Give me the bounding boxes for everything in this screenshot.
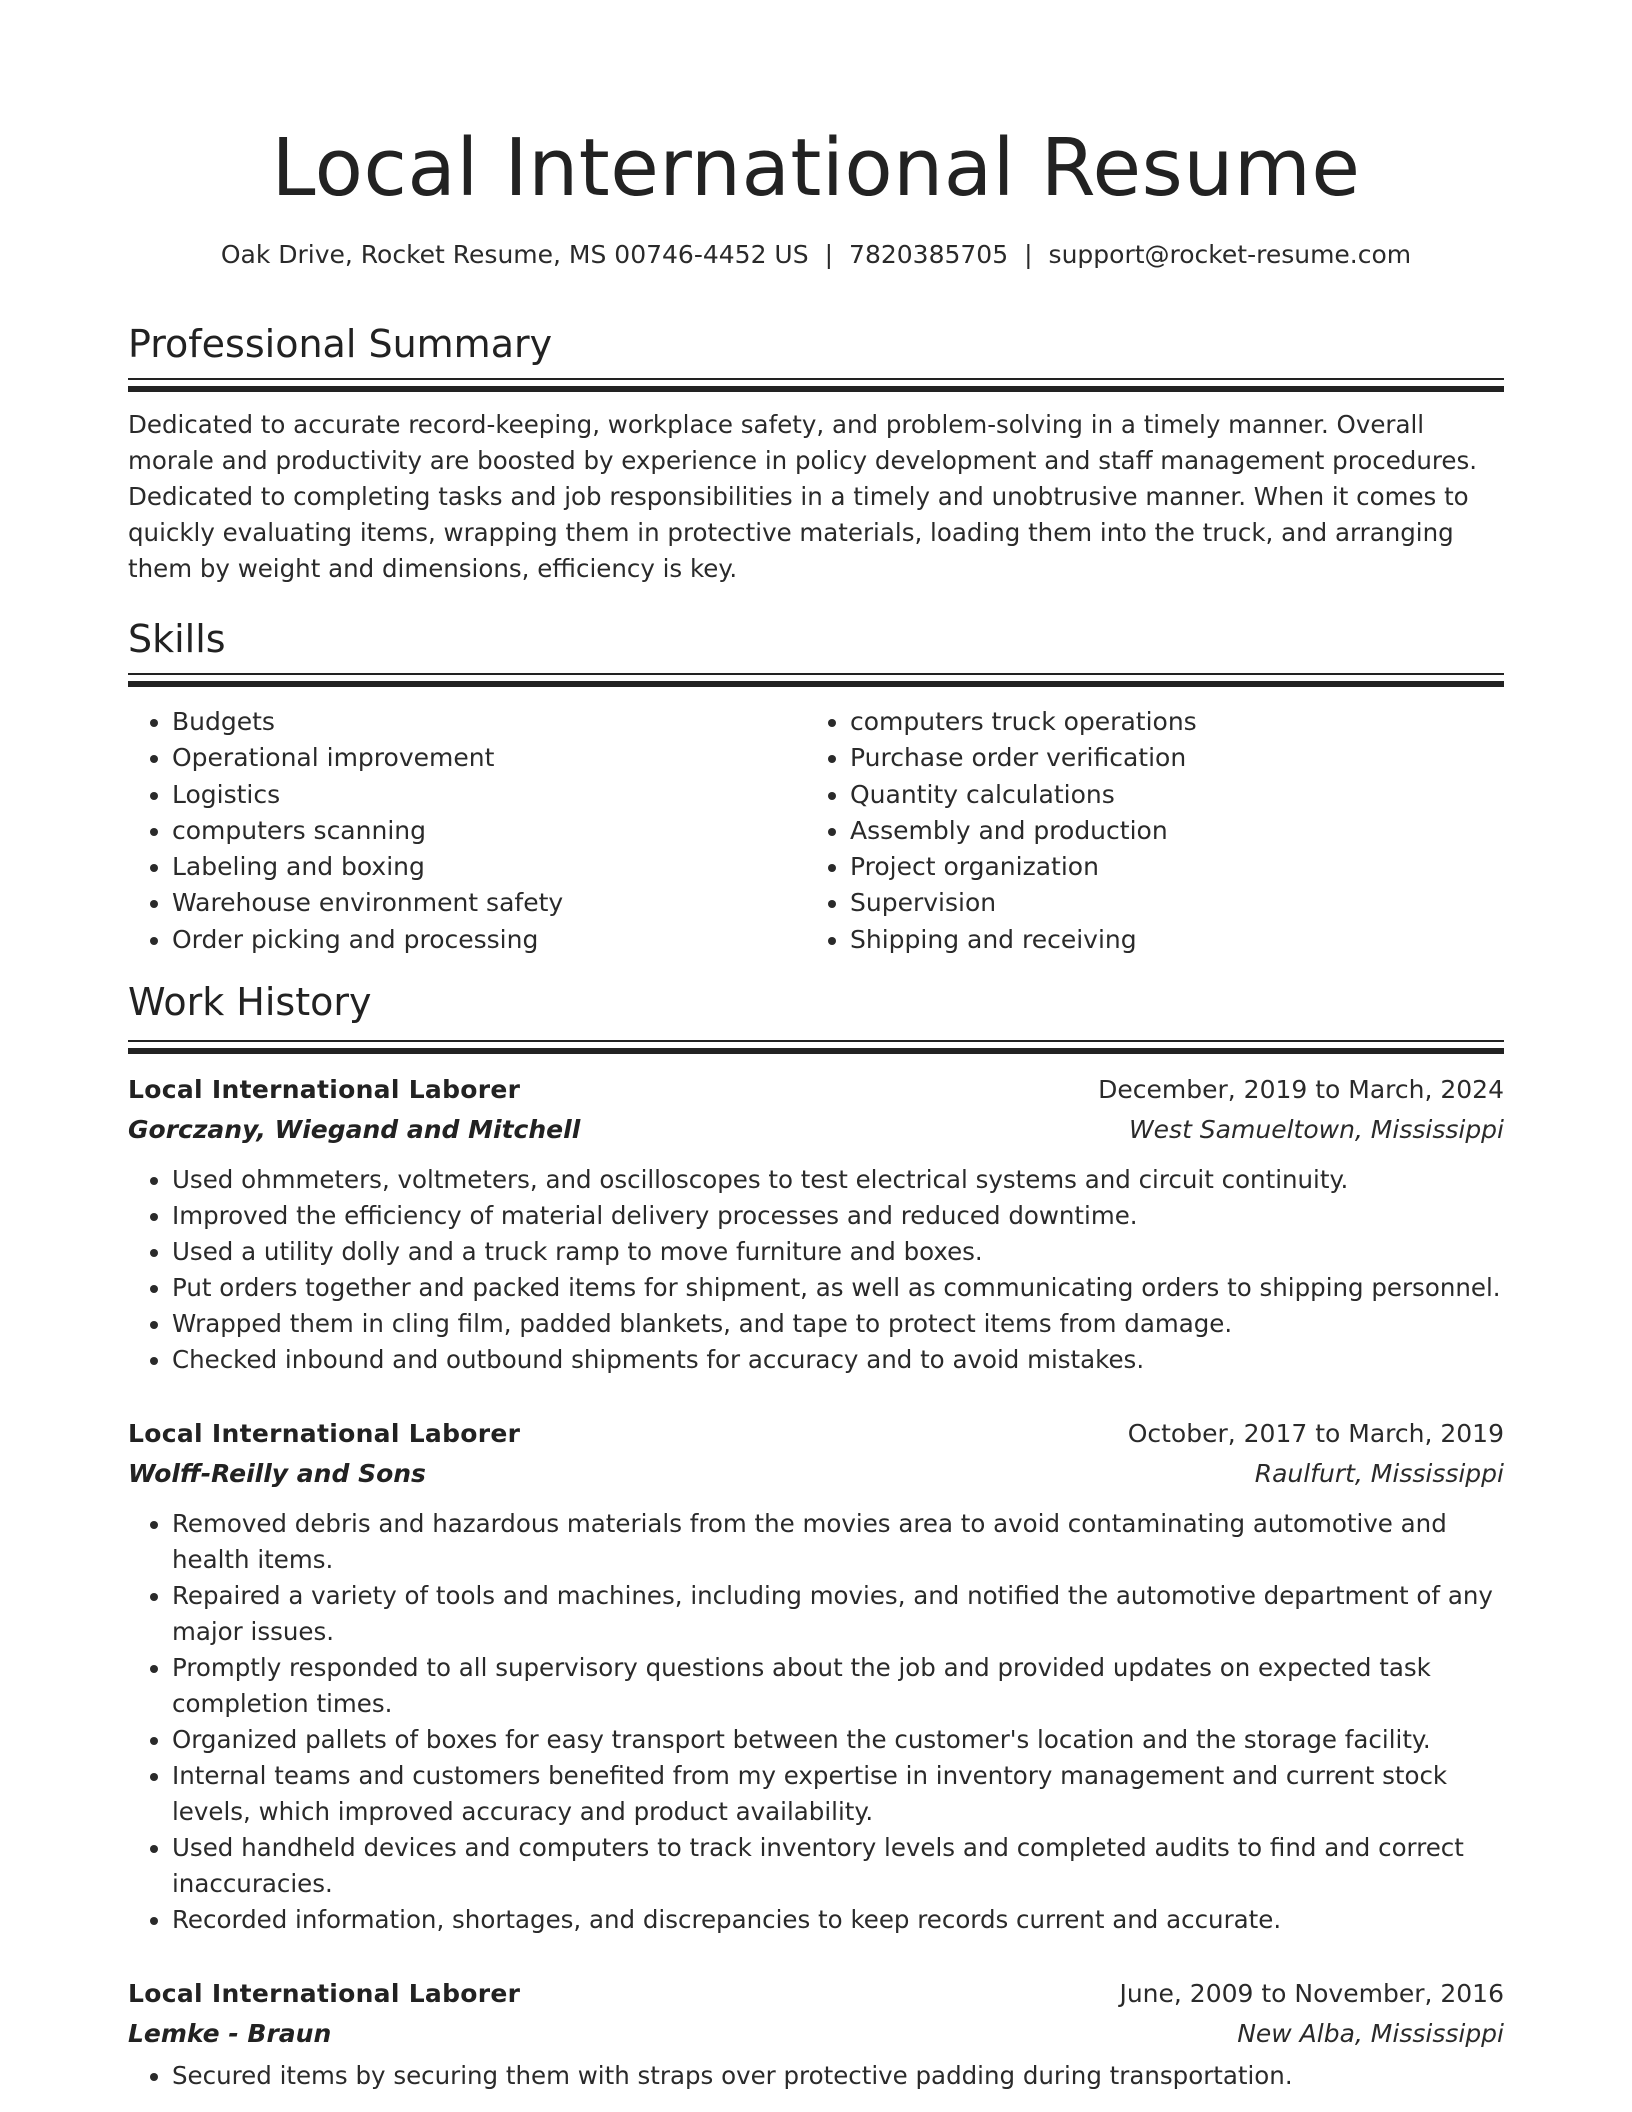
skill-item: • Operational improvement (172, 740, 563, 776)
job-entry (128, 1070, 1504, 1378)
skills-column-left (128, 704, 563, 958)
section-divider (128, 673, 1504, 687)
contact-phone: 7820385705 (849, 240, 1009, 269)
contact-email: support@rocket-resume.com (1048, 240, 1412, 269)
skill-item: • Project organization (850, 849, 1197, 885)
job-bullet: • Used ohmmeters, voltmeters, and oscilloscopes to test electrical systems and circuit continuity. (172, 1162, 1504, 1198)
skills-column-right (806, 704, 1197, 958)
job-dates: December, 2019 to March, 2024 (1098, 1075, 1504, 1104)
job-bullet: • Secured items by securing them with straps over protective padding during transportation. (172, 2058, 1504, 2094)
job-bullet: • Organized pallets of boxes for easy transport between the customer's location and the storage facility. (172, 1722, 1504, 1758)
job-header-row (128, 1070, 1504, 1110)
job-bullet: • Repaired a variety of tools and machines, including movies, and notified the automotive department of any major issues. (172, 1578, 1504, 1650)
summary-text: Dedicated to accurate record-keeping, workplace safety, and problem-solving in a timely manner. Overall morale and productivity are boosted by experience in policy development and staff management procedures. Dedicated to completing tasks and job responsibilities in a timely and unobtrusive manner. When it comes to quickly evaluating items, wrapping them in protective materials, loading them into the truck, and arranging them by weight and dimensions, efficiency is key. (128, 410, 1478, 583)
job-entry (128, 1974, 1504, 2094)
job-header-row (128, 1974, 1504, 2014)
job-entry (128, 1414, 1504, 1938)
job-bullet: • Improved the efficiency of material delivery processes and reduced downtime. (172, 1198, 1504, 1234)
job-title: Local International Laborer (128, 1075, 521, 1104)
skill-item: • Assembly and production (850, 813, 1197, 849)
job-bullets (128, 2058, 1504, 2094)
job-location: New Alba, Mississippi (1237, 2019, 1504, 2048)
job-bullets (128, 1506, 1504, 1938)
job-company-row (128, 2014, 1504, 2054)
skill-item: • Logistics (172, 777, 563, 813)
resume-name: Local International Resume (271, 122, 1361, 214)
contact-address: Oak Drive, Rocket Resume, MS 00746-4452 US (220, 240, 809, 269)
job-dates: June, 2009 to November, 2016 (1119, 1979, 1504, 2008)
job-dates: October, 2017 to March, 2019 (1127, 1419, 1504, 1448)
job-bullet: • Checked inbound and outbound shipments for accuracy and to avoid mistakes. (172, 1342, 1504, 1378)
skill-item: • Shipping and receiving (850, 922, 1197, 958)
job-bullet: • Recorded information, shortages, and discrepancies to keep records current and accurate. (172, 1902, 1504, 1938)
job-bullet: • Removed debris and hazardous materials from the movies area to avoid contaminating automotive and health items. (172, 1506, 1504, 1578)
skill-item: • computers scanning (172, 813, 563, 849)
job-company-row (128, 1454, 1504, 1494)
section-divider (128, 1040, 1504, 1054)
skill-item: • Labeling and boxing (172, 849, 563, 885)
skill-item: • Supervision (850, 885, 1197, 921)
job-bullets (128, 1162, 1504, 1378)
job-title: Local International Laborer (128, 1979, 521, 2008)
contact-line (128, 237, 1504, 273)
skill-item: • Quantity calculations (850, 777, 1197, 813)
section-heading-summary: Professional Summary (128, 322, 553, 366)
skill-item: • Order picking and processing (172, 922, 563, 958)
job-bullet: • Used handheld devices and computers to track inventory levels and completed audits to find and correct inaccuracies. (172, 1830, 1504, 1902)
job-location: West Samueltown, Mississippi (1128, 1115, 1504, 1144)
job-company-row (128, 1110, 1504, 1150)
section-heading-skills: Skills (128, 617, 226, 661)
job-bullet: • Promptly responded to all supervisory questions about the job and provided updates on expected task completion times. (172, 1650, 1504, 1722)
job-title: Local International Laborer (128, 1419, 521, 1448)
job-location: Raulfurt, Mississippi (1254, 1459, 1504, 1488)
job-bullet: • Wrapped them in cling film, padded blankets, and tape to protect items from damage. (172, 1306, 1504, 1342)
section-heading-work-history: Work History (128, 980, 372, 1024)
job-company: Lemke - Braun (128, 2019, 332, 2048)
job-header-row (128, 1414, 1504, 1454)
contact-separator: | (1024, 240, 1033, 269)
job-company: Gorczany, Wiegand and Mitchell (128, 1115, 581, 1144)
job-bullet: • Put orders together and packed items for shipment, as well as communicating orders to shipping personnel. (172, 1270, 1504, 1306)
skill-item: • computers truck operations (850, 704, 1197, 740)
contact-separator: | (824, 240, 834, 269)
job-bullet: • Used a utility dolly and a truck ramp to move furniture and boxes. (172, 1234, 1504, 1270)
skill-item: • Purchase order verification (850, 740, 1197, 776)
job-bullet: • Internal teams and customers benefited from my expertise in inventory management and current stock levels, which improved accuracy and product availability. (172, 1758, 1504, 1830)
section-divider (128, 378, 1504, 392)
skill-item: • Warehouse environment safety (172, 885, 563, 921)
job-company: Wolff-Reilly and Sons (128, 1459, 426, 1488)
skill-item: • Budgets (172, 704, 563, 740)
